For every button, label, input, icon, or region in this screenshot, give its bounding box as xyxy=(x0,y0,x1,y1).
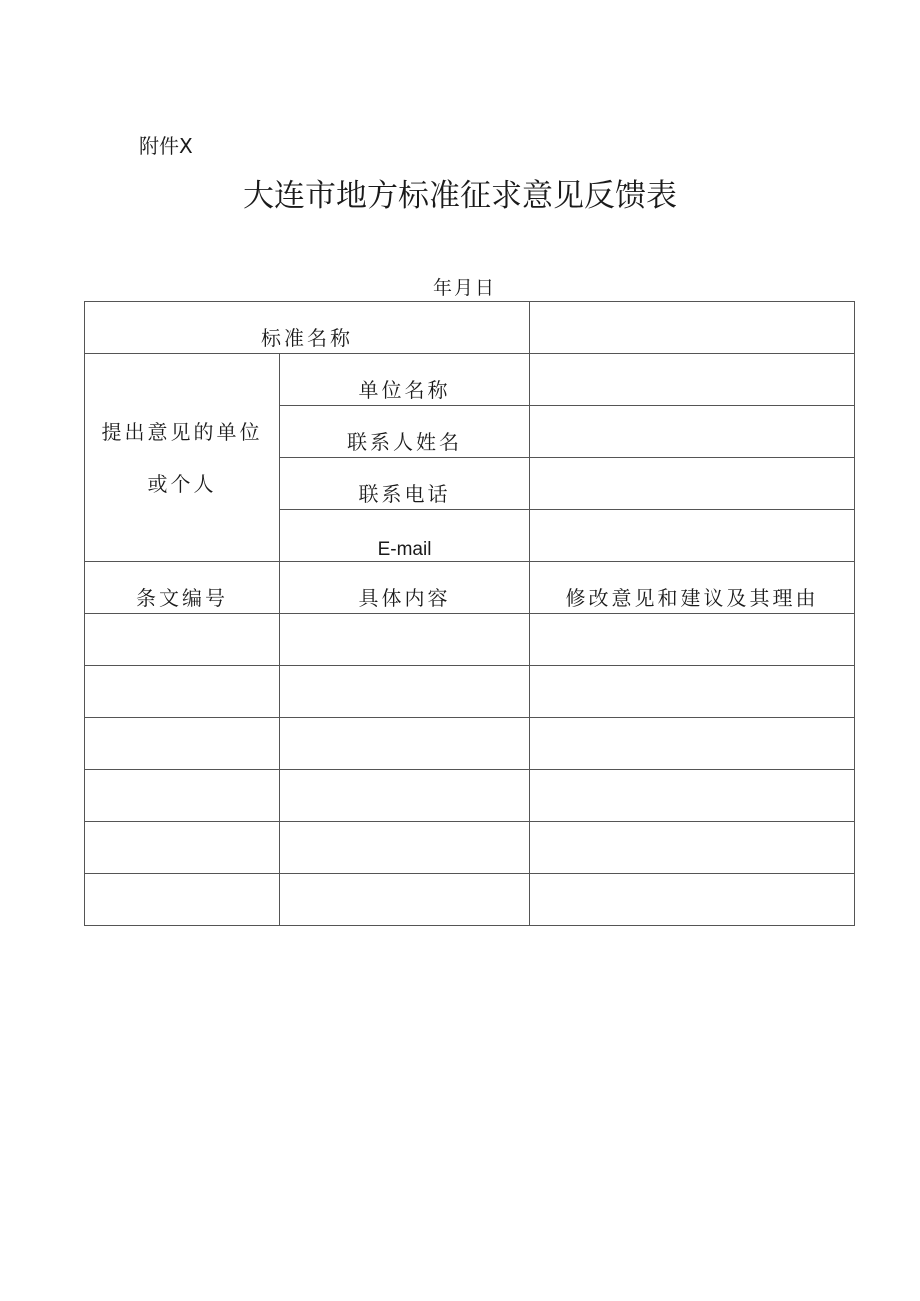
form-title: 大连市地方标准征求意见反馈表 xyxy=(243,178,677,214)
unit-name-value-cell[interactable] xyxy=(530,354,855,406)
contact-name-label-cell xyxy=(280,406,530,458)
table-row xyxy=(85,770,855,822)
submitter-group-label-line2: 或个人 xyxy=(147,471,217,496)
contact-name-label: 联系人姓名 xyxy=(347,430,462,454)
suggestion-cell[interactable] xyxy=(530,874,855,926)
table-row xyxy=(85,874,855,926)
contact-name-value-cell[interactable] xyxy=(530,406,855,458)
standard-name-value-cell[interactable] xyxy=(530,302,855,354)
email-value-cell[interactable] xyxy=(530,510,855,562)
suggestion-cell[interactable] xyxy=(530,666,855,718)
phone-label-cell xyxy=(280,458,530,510)
feedback-form-table xyxy=(84,301,855,926)
date-line: 年月日 xyxy=(433,277,497,299)
column-header-suggestion: 修改意见和建议及其理由 xyxy=(530,562,855,614)
suggestion-cell[interactable] xyxy=(530,770,855,822)
phone-label: 联系电话 xyxy=(358,482,451,506)
phone-value xyxy=(530,505,854,509)
contact-name-value xyxy=(530,453,854,457)
clause-number-cell[interactable] xyxy=(85,666,280,718)
column-header-content: 具体内容 xyxy=(280,562,530,614)
content-cell[interactable] xyxy=(280,770,530,822)
table-row xyxy=(85,614,855,666)
content-cell[interactable] xyxy=(280,874,530,926)
content-cell[interactable] xyxy=(280,666,530,718)
clause-number-cell[interactable] xyxy=(85,718,280,770)
email-value xyxy=(530,557,854,561)
standard-name-row xyxy=(85,302,855,354)
content-cell[interactable] xyxy=(280,718,530,770)
comments-header-row xyxy=(85,562,855,614)
submitter-group-label-line1: 提出意见的单位 xyxy=(101,419,263,444)
suggestion-cell[interactable] xyxy=(530,614,855,666)
table-row xyxy=(85,822,855,874)
clause-number-cell[interactable] xyxy=(85,614,280,666)
suggestion-cell[interactable] xyxy=(530,718,855,770)
unit-name-value xyxy=(530,401,854,405)
column-header-clause-number: 条文编号 xyxy=(85,562,280,614)
standard-name-value xyxy=(530,349,854,353)
unit-name-label: 单位名称 xyxy=(358,378,451,402)
table-row xyxy=(85,666,855,718)
submitter-group-label-cell xyxy=(85,354,280,562)
standard-name-label-cell xyxy=(85,302,530,354)
email-label: E-mail xyxy=(377,539,432,560)
phone-value-cell[interactable] xyxy=(530,458,855,510)
clause-number-cell[interactable] xyxy=(85,822,280,874)
standard-name-label: 标准名称 xyxy=(261,326,353,350)
content-cell[interactable] xyxy=(280,614,530,666)
suggestion-cell[interactable] xyxy=(530,822,855,874)
clause-number-cell[interactable] xyxy=(85,770,280,822)
email-label-cell xyxy=(280,510,530,562)
attachment-label: 附件X xyxy=(139,134,193,158)
clause-number-cell[interactable] xyxy=(85,874,280,926)
table-row xyxy=(85,718,855,770)
unit-name-row xyxy=(85,354,855,406)
unit-name-label-cell xyxy=(280,354,530,406)
content-cell[interactable] xyxy=(280,822,530,874)
